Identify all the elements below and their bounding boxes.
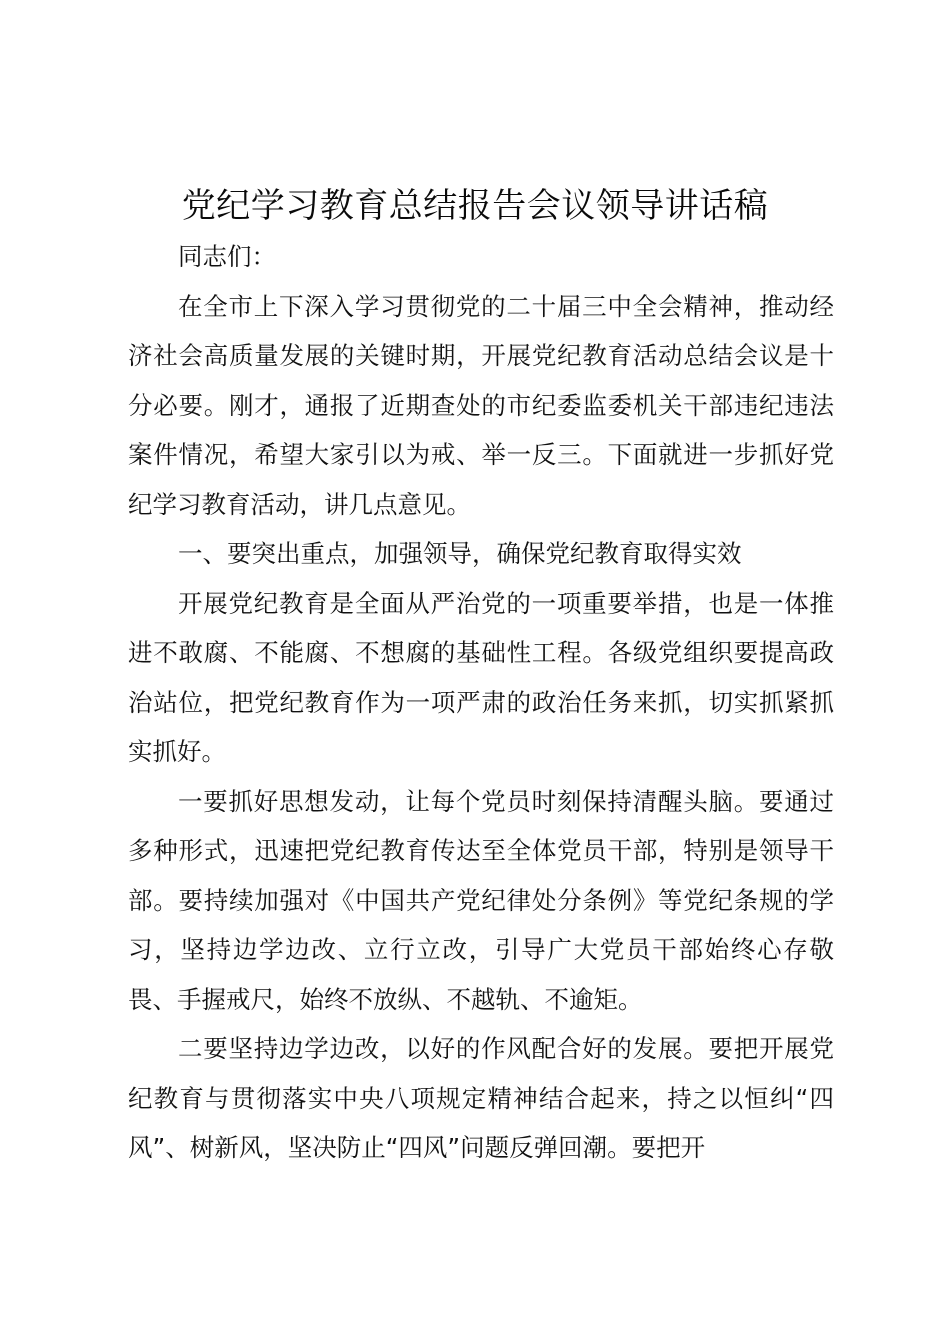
document-body xyxy=(128,232,834,1173)
document-title: 党纪学习教育总结报告会议领导讲话稿 xyxy=(181,186,769,226)
paragraph-point-2: 二要坚持边学边改，以好的作风配合好的发展。要把开展党纪教育与贯彻落实中央八项规定精神结合起来，持之以恒纠“四风”、树新风，坚决防止“四风”问题反弹回潮。要把开 xyxy=(128,1034,834,1162)
paragraph-intro: 在全市上下深入学习贯彻党的二十届三中全会精神，推动经济社会高质量发展的关键时期，开展党纪教育活动总结会议是十分必要。刚才，通报了近期查处的市纪委监委机关干部违纪违法案件情况，希望大家引以为戒、举一反三。下面就进一步抓好党纪学习教育活动，讲几点意见。 xyxy=(128,291,834,519)
salutation: 同志们： xyxy=(178,242,276,271)
section-heading-1: 一、要突出重点，加强领导，确保党纪教育取得实效 xyxy=(178,539,742,568)
paragraph-section-1: 开展党纪教育是全面从严治党的一项重要举措，也是一体推进不敢腐、不能腐、不想腐的基础性工程。各级党组织要提高政治站位，把党纪教育作为一项严肃的政治任务来抓，切实抓紧抓实抓好。 xyxy=(128,588,834,766)
paragraph-point-1: 一要抓好思想发动，让每个党员时刻保持清醒头脑。要通过多种形式，迅速把党纪教育传达至全体党员干部，特别是领导干部。要持续加强对《中国共产党纪律处分条例》等党纪条规的学习，坚持边学边改、立行立改，引导广大党员干部始终心存敬畏、手握戒尺，始终不放纵、不越轨、不逾矩。 xyxy=(128,786,834,1014)
